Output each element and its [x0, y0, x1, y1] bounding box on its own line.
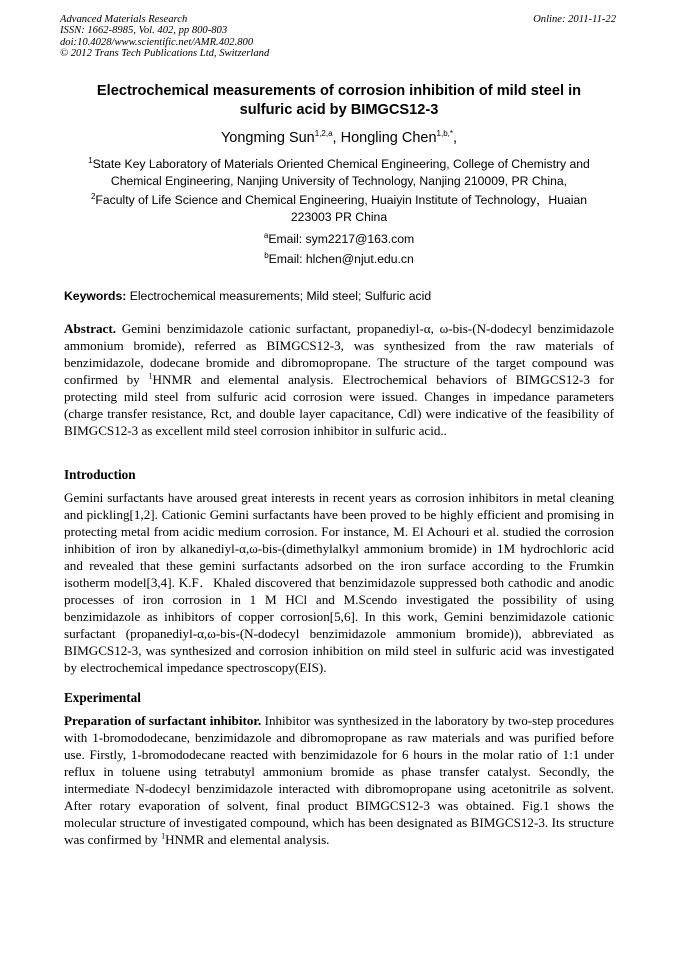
author-trailing: , [453, 130, 458, 146]
journal-name: Advanced Materials Research [60, 14, 188, 25]
author-list [64, 129, 614, 147]
abstract-label: Abstract. [64, 321, 116, 336]
author-separator: , [332, 130, 341, 146]
abstract-text: HNMR and elemental analysis. Electrochemical behaviors of BIMGCS12-3 for protecting mild steel from sulfuric acid corrosion were issued. Changes in impedance parameters (charge transfer resistance, Rct, and double layer capacitance, Cdl) were indicative of the feasibility of BIMGCS12-3 as excellent mild steel corrosion inhibitor in sulfuric acid.. [64, 372, 614, 438]
affiliation-marker: 2 [90, 191, 96, 201]
introduction-paragraph: Gemini surfactants have aroused great interests in recent years as corrosion inhibitors in metal cleaning and pickling[1,2]. Cationic Gemini surfactants have been proved to be highly efficient and promising in protecting metal from acidic medium corrosion. For instance, M. El Achouri et al. studied the corrosion inhibition of iron by alkanediyl-α,ω-bis-(dimethylalkyl ammonium bromide) in 1M hydrochloric acid and revealed that these gemini surfactants adsorbed on the iron surface according to the Frumkin isotherm model[3,4]. K.F．Khaled discovered that benzimidazole suppressed both cathodic and anodic processes of iron corrosion in 1 M HCl and M.Scendo investigated the possibility of using benzimidazole as inhibitors of copper corrosion[5,6]. In this work, Gemini benzimidazole cationic surfactant (propanediyl-α,ω-bis-(N-dodecyl benzimidazole ammonium bromide)), abbreviated as BIMGCS12-3, was synthesized and corrosion inhibition on mild steel in sulfuric acid was investigated by electrochemical impedance spectroscopy(EIS). [64, 490, 614, 675]
abstract [64, 320, 614, 439]
issn-line: ISSN: 1662-8985, Vol. 402, pp 800-803 [60, 25, 228, 37]
title-line-2: sulfuric acid by BIMGCS12-3 [239, 102, 439, 118]
copyright-line: © 2012 Trans Tech Publications Ltd, Switzerland [60, 48, 270, 60]
keywords-label: Keywords: [64, 289, 127, 303]
keywords-text: Electrochemical measurements; Mild steel; Sulfuric acid [126, 289, 432, 303]
experimental-text: HNMR and elemental analysis. [165, 832, 330, 847]
affiliation-2 [64, 192, 614, 226]
email-marker: b [264, 250, 269, 260]
experimental-paragraph [64, 712, 614, 848]
experimental-heading: Experimental [64, 690, 141, 705]
journal-header [60, 14, 616, 60]
doi-line: doi:10.4028/www.scientific.net/AMR.402.800 [60, 36, 254, 48]
email-a [64, 231, 614, 247]
author-name: Yongming Sun [220, 130, 315, 146]
affiliation-marker: 1 [88, 155, 93, 165]
affiliation-text: Faculty of Life Science and Chemical Engineering, Huaiyin Institute of Technology，Huaian [95, 193, 588, 207]
title-line-1: Electrochemical measurements of corrosion inhibition of mild steel in [96, 83, 582, 99]
affiliation-text: 223003 PR China [290, 210, 388, 224]
experimental-text: Inhibitor was synthesized in the laboratory by two-step procedures with 1-bromododecane, benzimidazole and dibromopropane as raw materials and was purified before use. Firstly, 1-bromododecane reacted with benzimidazole for 6 hours in the molar ratio of 1:1 under reflux in toluene using tetrabutyl ammonium bromide as phase transfer catalyst. Secondly, the intermediate N-dodecyl benzimidazole interacted with dibromopropane using acetonitrile as solvent. After rotary evaporation of solvent, final product BIMGCS12-3 was obtained. Fig.1 shows the molecular structure of investigated compound, which has been designated as BIMGCS12-3. Its structure was confirmed by [64, 713, 614, 847]
author-name: Hongling Chen [340, 130, 437, 146]
paper-title [64, 82, 614, 120]
abstract-superscript: 1 [148, 371, 153, 381]
abstract-text: Gemini benzimidazole cationic surfactant, propanediyl-α, ω-bis-(N-dodecyl benzimidazole ammonium bromide), referred as BIMGCS12-3, was synthesized from the raw materials of benzimidazole, dodecane bromide and dibromopropane. The structure of the target compound was confirmed by [64, 321, 614, 387]
online-date: Online: 2011-11-22 [533, 14, 616, 25]
keywords [64, 288, 614, 304]
email-text: Email: hlchen@njut.edu.cn [268, 252, 414, 266]
affiliation-text: State Key Laboratory of Materials Oriented Chemical Engineering, College of Chemistry and [92, 157, 590, 171]
subsection-label: Preparation of surfactant inhibitor. [64, 713, 262, 728]
introduction-heading: Introduction [64, 467, 136, 482]
author-superscript: 1,2,a [314, 129, 333, 139]
author-superscript: 1,b,* [436, 129, 454, 139]
experimental-superscript: 1 [161, 831, 166, 841]
email-marker: a [263, 230, 269, 240]
email-text: Email: sym2217@163.com [268, 232, 415, 246]
affiliation-text: Chemical Engineering, Nanjing University of Technology, Nanjing 210009, PR China, [110, 174, 568, 188]
affiliation-1 [64, 156, 614, 190]
email-b [64, 251, 614, 267]
